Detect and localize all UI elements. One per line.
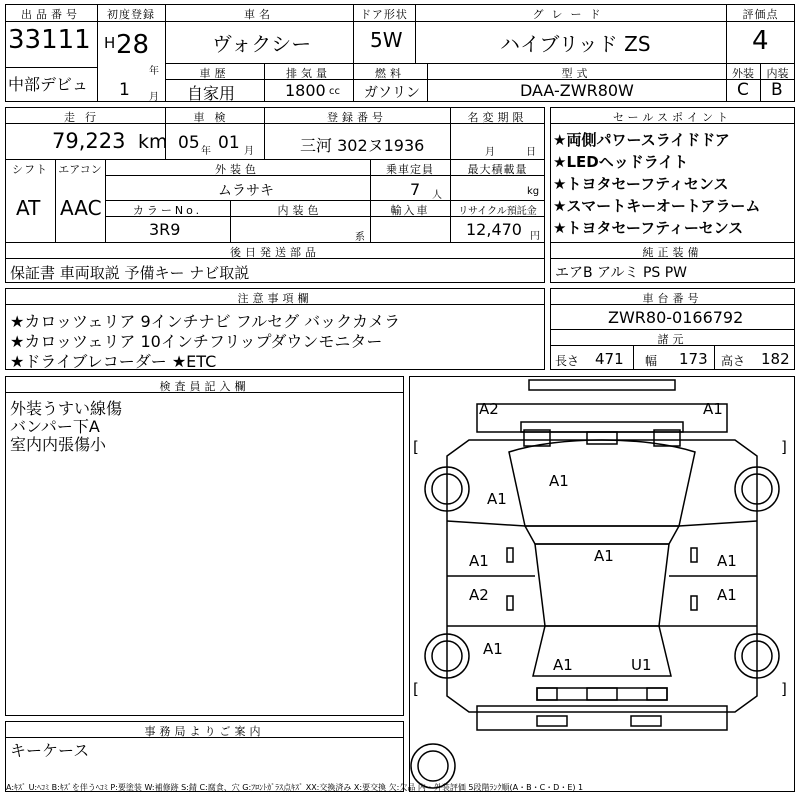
sales-point-item: ★両側パワースライドドア xyxy=(553,131,730,149)
car-diagram-drawing xyxy=(409,376,795,792)
office-label: 事務局よりご案内 xyxy=(144,725,265,738)
width-value: 173 xyxy=(679,350,708,368)
color-no-label: カラーNo. xyxy=(132,204,203,217)
inspection-month: 01 xyxy=(218,133,240,153)
sales-point-item: ★スマートキーオートアラーム xyxy=(553,197,761,215)
bracket-right-1: ] xyxy=(781,438,787,456)
mark-right-front-door: A1 xyxy=(717,552,737,570)
ac-value: AAC xyxy=(60,196,102,220)
chassis-label: 車台番号 xyxy=(642,292,703,305)
color-value: ムラサキ xyxy=(218,183,274,199)
mileage-value: 79,223 xyxy=(52,129,126,153)
mileage-unit: km xyxy=(138,131,168,153)
mark-front-right: A1 xyxy=(703,400,723,418)
first-reg-era: H xyxy=(104,34,116,52)
displacement-value: 1800 xyxy=(285,81,326,100)
lot-note: 中部デビュ xyxy=(8,75,89,94)
office-value: キーケース xyxy=(10,741,90,760)
model-label: 型式 xyxy=(561,67,592,80)
fuel-label: 燃料 xyxy=(375,67,405,80)
interior-color-unit: 系 xyxy=(355,232,365,243)
length-label: 長さ xyxy=(555,354,580,368)
load-label: 最大積載量 xyxy=(467,163,528,176)
ac-label: エアコン xyxy=(58,163,102,176)
interior-label: 内装 xyxy=(766,67,789,80)
lot-number: 33111 xyxy=(8,25,91,55)
month-unit: 月 xyxy=(149,92,159,103)
grade-label: グレード xyxy=(532,8,609,21)
bracket-left-1: [ xyxy=(413,438,419,456)
notes-line: ★カロッツェリア 9インチナビ フルセグ バックカメラ xyxy=(10,312,401,331)
name-label: 車名 xyxy=(244,8,274,21)
equipment-value: エアB アルミ PS PW xyxy=(555,265,688,281)
sales-point-item: ★トヨタセーフティーセンス xyxy=(553,219,744,237)
length-value: 471 xyxy=(595,350,624,368)
displacement-unit: cc xyxy=(329,86,340,97)
later-parts-value: 保証書 車両取説 予備キー ナビ取説 xyxy=(10,264,250,282)
equipment-label: 純正装備 xyxy=(642,246,703,259)
notes-label: 注意事項欄 xyxy=(237,292,313,305)
color-label: 外装色 xyxy=(215,163,260,176)
bracket-right-2: ] xyxy=(781,680,787,698)
sales-point-item: ★トヨタセーフティセンス xyxy=(553,175,729,193)
capacity-unit: 人 xyxy=(432,190,442,201)
interior-value: B xyxy=(771,80,783,100)
load-unit: kg xyxy=(527,186,540,197)
mark-rear-right: U1 xyxy=(631,656,652,674)
chassis-value: ZWR80-0166792 xyxy=(608,308,744,327)
plate-label: 登録番号 xyxy=(327,111,387,124)
mileage-label: 走行 xyxy=(64,111,106,124)
shift-label: シフト xyxy=(12,163,48,176)
plate-value: 三河 302ヌ1936 xyxy=(300,136,425,155)
import-label: 輸入車 xyxy=(390,204,430,217)
inspection-year-unit: 年 xyxy=(201,146,211,157)
width-label: 幅 xyxy=(645,354,658,368)
notes-line: ★ドライブレコーダー ★ETC xyxy=(10,352,217,371)
mark-hood: A1 xyxy=(549,472,569,490)
model-value: DAA-ZWR80W xyxy=(520,81,634,100)
footer-legend: A:ｷｽﾞ U:ﾍｺﾐ B:ｷｽﾞを伴うﾍｺﾐ P:要塗装 W:補修跡 S:錆 C:腐食、穴 G:ﾌﾛﾝﾄｶﾞﾗｽ点ｷｽﾞ XX:交換済み X:要交換 欠:欠品 内・外装評価 5段階ﾗﾝｸ順(A・B・C・D・E) 1 xyxy=(6,783,584,792)
name-change-label: 名変期限 xyxy=(467,111,528,124)
mark-roof: A1 xyxy=(594,547,614,565)
bracket-left-2: [ xyxy=(413,680,419,698)
name-change-day: 日 xyxy=(526,147,536,158)
mark-right-rear-door: A1 xyxy=(717,586,737,604)
inspector-line: 外装うすい線傷 xyxy=(10,399,123,418)
name-change-month: 月 xyxy=(485,147,495,158)
recycle-unit: 円 xyxy=(530,231,540,242)
score-label: 評価点 xyxy=(742,8,779,21)
dimensions-label: 諸元 xyxy=(657,333,688,346)
mark-rear-left: A1 xyxy=(553,656,573,674)
lot-label: 出品番号 xyxy=(21,8,81,21)
height-label: 高さ xyxy=(721,354,746,368)
name-value: ヴォクシー xyxy=(212,32,312,56)
first-reg-month: 1 xyxy=(119,80,130,100)
exterior-label: 外装 xyxy=(732,67,754,80)
door-value: 5W xyxy=(370,28,403,52)
mark-left-fender: A1 xyxy=(487,490,507,508)
later-parts-label: 後日発送部品 xyxy=(230,246,320,259)
shift-value: AT xyxy=(16,196,41,220)
recycle-value: 12,470 xyxy=(466,220,522,239)
score-value: 4 xyxy=(752,26,769,56)
color-no-value: 3R9 xyxy=(149,220,181,239)
inspector-line: バンパー下A xyxy=(10,417,100,436)
recycle-label: リサイクル預託金 xyxy=(458,206,537,217)
mark-front-left: A2 xyxy=(479,400,499,418)
fuel-value: ガソリン xyxy=(364,85,420,101)
inspection-month-unit: 月 xyxy=(244,146,254,157)
mark-left-front-door: A1 xyxy=(469,552,489,570)
displacement-label: 排気量 xyxy=(286,67,331,80)
inspection-label: 車検 xyxy=(193,111,236,124)
history-label: 車歴 xyxy=(199,67,230,80)
notes-line: ★カロッツェリア 10インチフリップダウンモニター xyxy=(10,332,383,351)
year-unit: 年 xyxy=(149,66,159,77)
first-reg-label: 初度登録 xyxy=(107,8,155,21)
capacity-value: 7 xyxy=(410,180,421,199)
capacity-label: 乗車定員 xyxy=(386,163,434,176)
sales-points-label: セールスポイント xyxy=(612,111,732,124)
inspector-label: 検査員記入欄 xyxy=(159,380,250,393)
history-value: 自家用 xyxy=(187,84,236,103)
interior-color-label: 内装色 xyxy=(277,204,323,217)
height-value: 182 xyxy=(761,350,790,368)
door-label: ドア形状 xyxy=(360,8,408,21)
mark-left-quarter: A1 xyxy=(483,640,503,658)
first-reg-year: 28 xyxy=(116,30,150,60)
inspection-year: 05 xyxy=(178,133,200,153)
grade-value: ハイブリッド ZS xyxy=(500,32,651,56)
inspector-line: 室内内張傷小 xyxy=(10,435,107,454)
exterior-value: C xyxy=(737,80,749,100)
sales-point-item: ★LEDヘッドライト xyxy=(553,153,689,171)
mark-left-rear-door: A2 xyxy=(469,586,489,604)
